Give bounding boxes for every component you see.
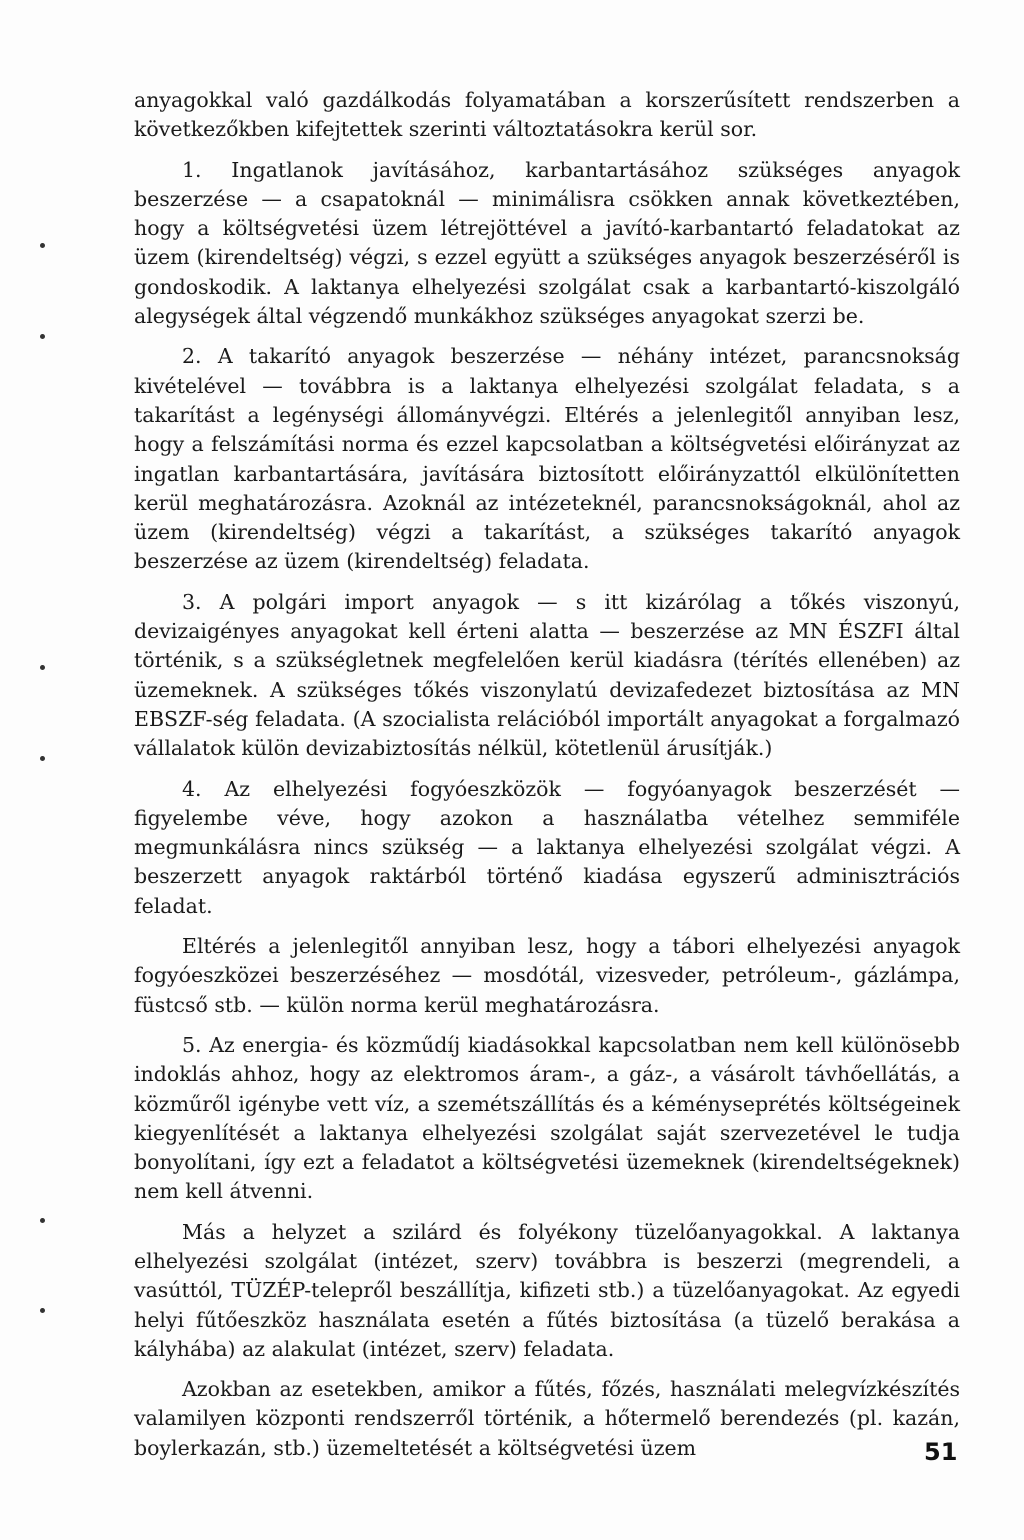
paragraph-3: 3. A polgári import anyagok — s itt kizárólag a tőkés viszonyú, devizaigényes anyagokat kell érteni alatta — beszerzése az MN ÉSZFI által történik, s a szükségletnek megfelelően kerül kiadásra (térítés ellenében) az üzemeknek. A szükséges tőkés viszonylatú devizafedezet biztosítása az MN EBSZF-ség feladata. (A szocialista relációból importált anyagokat a forgalmazó vállalatok külön devizabiztosítás nélkül, kötetlenül árusítják.) — [134, 589, 960, 761]
margin-mark — [40, 1218, 45, 1223]
paragraph-4-continued: Eltérés a jelenlegitől annyiban lesz, hogy a tábori elhelyezési anyagok fogyóeszközei beszerzéséhez — mosdótál, vizesveder, petróleum-, gázlámpa, füstcső stb. — külön norma kerül meghatározásra. — [134, 934, 960, 1017]
margin-mark — [40, 756, 45, 761]
paragraph-intro: anyagokkal való gazdálkodás folyamatában a korszerűsített rendszerben a következőkben kifejtettek szerinti változtatásokra kerül sor. — [134, 88, 960, 142]
paragraph-5: 5. Az energia- és közműdíj kiadásokkal kapcsolatban nem kell különösebb indoklás ahhoz, hogy az elektromos áram-, a gáz-, a vásárolt távhőellátás, a közműről igénybe vett víz, a szemétszállítás és a kéményseprétés költségeinek kiegyenlítését a laktanya elhelyezési szolgálat saját szervezetével le tudja bonyolítani, így ezt a feladatot a költségvetési üzemeknek (kirendeltségeknek) nem kell átvenni. — [134, 1032, 960, 1204]
body-text — [134, 86, 960, 1474]
margin-mark — [40, 334, 45, 339]
paragraph-5-fuel: Más a helyzet a szilárd és folyékony tüzelőanyagokkal. A laktanya elhelyezési szolgálat (intézet, szerv) továbbra is beszerzi (megrendeli, a vasúttól, TÜZÉP-telepről beszállítja, kifizeti stb.) a tüzelőanyagokat. Az egyedi helyi fűtőeszköz használata esetén a fűtés biztosítása (a tüzelő berakása a kályhába) az alakulat (intézet, szerv) feladata. — [134, 1219, 960, 1361]
paragraph-4: 4. Az elhelyezési fogyóeszközök — fogyóanyagok beszerzését — figyelembe véve, hogy azokon a használatba vételhez semmiféle megmunkálásra nincs szükség — a laktanya elhelyezési szolgálat végzi. A beszerzett anyagok raktárból történő kiadása egyszerű adminisztrációs feladat. — [134, 776, 960, 918]
margin-mark — [40, 1308, 45, 1313]
paragraph-2: 2. A takarító anyagok beszerzése — néhány intézet, parancsnokság kivételével — továbbra is a laktanya elhelyezési szolgálat feladata, s a takarítást a legénységi állományvégzi. Eltérés a jelenlegitől annyiban lesz, hogy a felszámítási norma és ezzel kapcsolatban a költségvetési előirányzat az ingatlan karbantartására, javítására biztosított előirányzattól elkülönítetten kerül meghatározásra. Azoknál az intézeteknél, parancsnokságoknál, ahol az üzem (kirendeltség) végzi a takarítást, a szükséges takarító anyagok beszerzése az üzem (kirendeltség) feladata. — [134, 344, 960, 574]
paragraph-1: 1. Ingatlanok javításához, karbantartásához szükséges anyagok beszerzése — a csapatoknál — minimálisra csökken annak következtében, hogy a költségvetési üzem létrejöttével a javító-karbantartó feladatokat az üzem (kirendeltség) végzi, s ezzel együtt a szükséges anyagok beszerzéséről is gondoskodik. A laktanya elhelyezési szolgálat csak a karbantartó-kiszolgáló alegységek által végzendő munkákhoz szükséges anyagokat szerzi be. — [134, 157, 960, 329]
page-number: 51 — [924, 1438, 958, 1466]
margin-mark — [40, 665, 45, 670]
paragraph-5-heating: Azokban az esetekben, amikor a fűtés, főzés, használati melegvízkészítés valamilyen központi rendszerről történik, a hőtermelő berendezés (pl. kazán, boylerkazán, stb.) üzemeltetését a költségvetési üzem — [134, 1377, 960, 1460]
margin-mark — [40, 243, 45, 248]
